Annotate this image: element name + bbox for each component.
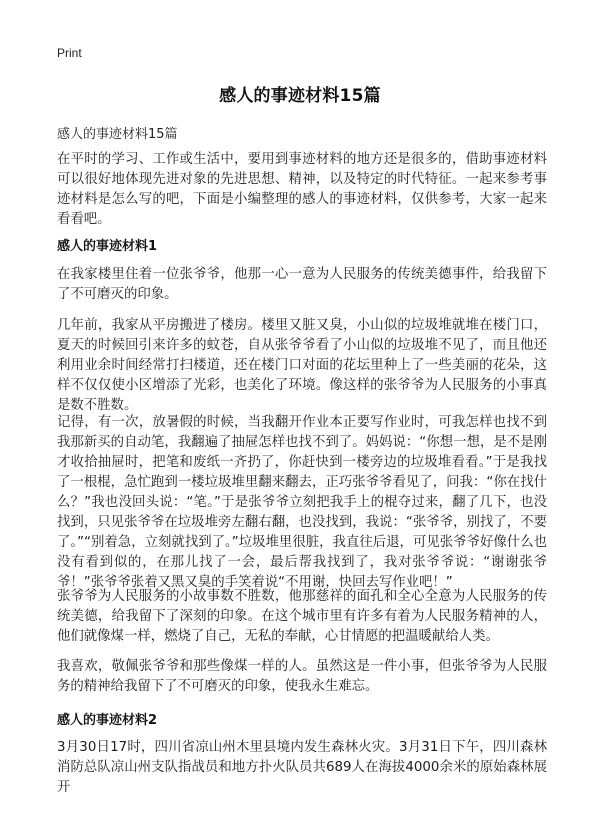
section-2-paragraph-1-block <box>57 738 547 798</box>
intro-paragraph: 在平时的学习、工作或生活中，要用到事迹材料的地方还是很多的，借助事迹材料可以很好地体现先进对象的先进思想、精神，以及特定的时代特征。一起来参考事迹材料是怎么写的吧，下面是小编整理的感人的事迹材料，仅供参考，大家一起来看看吧。 <box>57 152 547 227</box>
section-1-paragraph-2-block <box>57 316 547 416</box>
section-heading-1: 感人的事迹材料1 <box>57 239 158 254</box>
section-1-paragraph: 在我家楼里住着一位张爷爷，他那一心一意为人民服务的传统美德事件，给我留下了不可磨灭的印象。 <box>57 267 547 302</box>
page-title: 感人的事迹材料15篇 <box>219 86 381 106</box>
print-label[interactable]: Print <box>57 46 82 60</box>
section-1-paragraph: 几年前，我家从平房搬进了楼房。楼里又脏又臭，小山似的垃圾堆就堆在楼门口，夏天的时候回引来许多的蚊苍，自从张爷爷看了小山似的垃圾堆不见了，而且他还利用业余时间经常打扫楼道，还在楼门口对面的花坛里种上了一些美丽的花朵，这样不仅仅使小区增添了光彩，也美化了环境。像这样的张爷爷为人民服务的小事真是数不胜数。 <box>57 318 547 413</box>
section-1-paragraph: 张爷爷为人民服务的小故事数不胜数，他那慈祥的面孔和全心全意为人民服务的传统美德，给我留下了深刻的印象。在这个城市里有许多有着为人民服务精神的人，他们就像煤一样，燃烧了自己，无私的奉献，心甘情愿的把温暖献给人类。 <box>57 589 547 644</box>
section-1-paragraph: 记得，有一次，放暑假的时候，当我翻开作业本正要写作业时，可我怎样也找不到我那新买的自动笔，我翻遍了抽屉怎样也找不到了。妈妈说：“你想一想，是不是刚才收拾抽屉时，把笔和废纸一齐扔了，你赶快到一楼旁边的垃圾堆看看。”于是我找了一根棍，急忙跑到一楼垃圾堆里翻来翻去，正巧张爷爷看见了，问我：“你在找什么？”我也没回头说：“笔。”于是张爷爷立刻把我手上的棍夺过来，翻了几下，也没找到，只见张爷爷在垃圾堆旁左翻右翻，也没找到，我说：“张爷爷，别找了，不要了。”“别着急，立刻就找到了。”垃圾堆里很脏，我直往后退，可见张爷爷好像什么也没有看到似的，在那儿找了一会，最后帮我找到了，我对张爷爷说：“谢谢张爷爷！”张爷爷张着又黑又臭的手笑着说“不用谢，快回去写作业吧！” <box>57 415 547 590</box>
section-1-paragraph: 我喜欢，敬佩张爷爷和那些像煤一样的人。虽然这是一件小事，但张爷爷为人民服务的精神给我留下了不可磨灭的印象，使我永生难忘。 <box>57 659 547 694</box>
section-1-paragraph-3-block <box>57 413 547 593</box>
section-heading-2: 感人的事迹材料2 <box>57 713 158 728</box>
section-1-paragraph-4-block <box>57 587 547 647</box>
section-1-paragraph-5-block <box>57 657 547 697</box>
section-2-paragraph: 3月30日17时，四川省凉山州木里县境内发生森林火灾。3月31日下午，四川森林消防总队凉山州支队指战员和地方扑火队员共689人在海拔4000余米的原始森林展开 <box>57 740 547 795</box>
section-1-paragraph-1-block <box>57 265 547 305</box>
intro-paragraph-block <box>57 150 547 230</box>
document-subtitle: 感人的事迹材料15篇 <box>57 127 178 142</box>
